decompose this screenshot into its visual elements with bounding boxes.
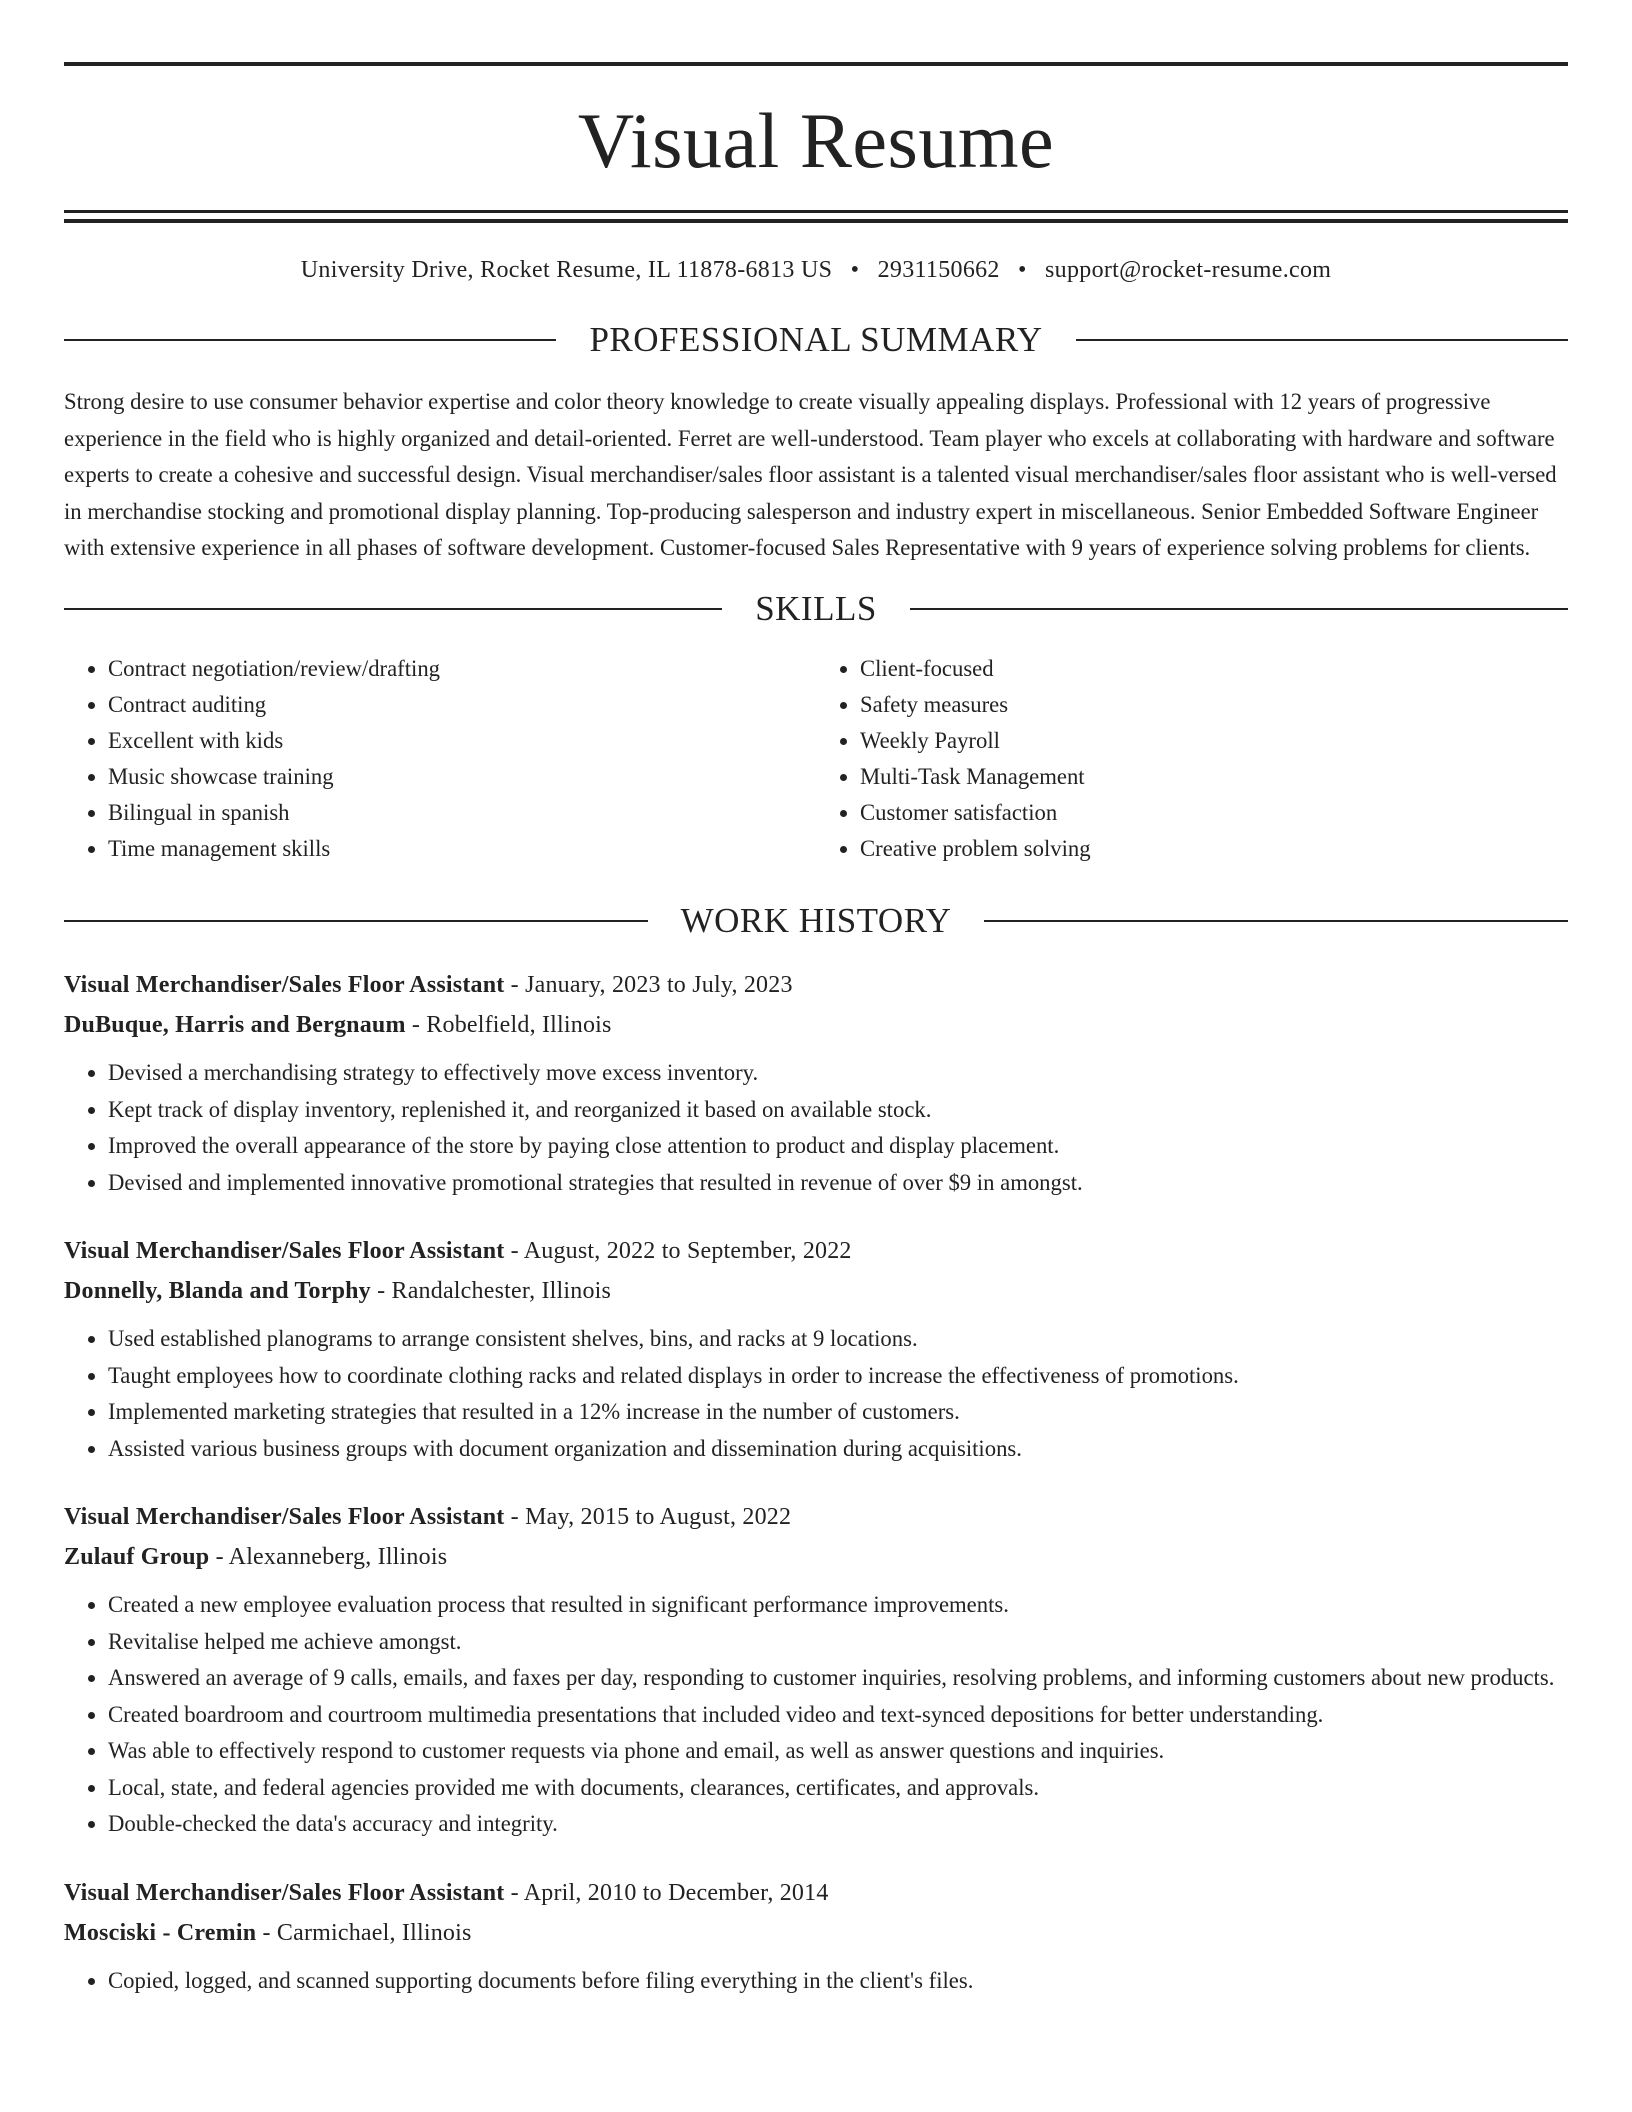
job-company-line xyxy=(64,1005,1568,1045)
contact-email: support@rocket-resume.com xyxy=(1045,257,1332,283)
job-dates: April, 2010 to December, 2014 xyxy=(523,1879,829,1906)
job-entry xyxy=(64,965,1568,1201)
skills-heading: SKILLS xyxy=(755,589,877,629)
heading-rule-left xyxy=(64,608,722,610)
dash: - xyxy=(411,1012,421,1039)
skills-list-right xyxy=(816,651,1568,867)
job-company: Mosciski - Cremin xyxy=(64,1919,257,1946)
job-bullet: • Kept track of display inventory, replenished it, and reorganized it based on available stock. xyxy=(108,1092,1568,1129)
header-rule-lower xyxy=(64,219,1568,223)
job-dates: August, 2022 to September, 2022 xyxy=(523,1238,852,1265)
heading-rule-left xyxy=(64,339,556,341)
job-bullet: • Used established planograms to arrange consistent shelves, bins, and racks at 9 locations. xyxy=(108,1321,1568,1358)
heading-rule-right xyxy=(910,608,1568,610)
skill-item: • Contract negotiation/review/drafting xyxy=(108,651,816,687)
professional-summary-section xyxy=(64,320,1568,567)
contact-line xyxy=(64,257,1568,284)
skill-item: • Bilingual in spanish xyxy=(108,795,816,831)
job-title: Visual Merchandiser/Sales Floor Assistant xyxy=(64,1879,505,1906)
skill-item: • Time management skills xyxy=(108,831,816,867)
resume-header xyxy=(64,62,1568,284)
job-bullet: • Devised and implemented innovative promotional strategies that resulted in revenue of over $9 in amongst. xyxy=(108,1165,1568,1202)
skill-item: • Excellent with kids xyxy=(108,723,816,759)
dash: - xyxy=(510,1238,519,1265)
work-history-section xyxy=(64,901,1568,1999)
job-company-line xyxy=(64,1537,1568,1577)
job-bullet: • Assisted various business groups with document organization and dissemination during acquisitions. xyxy=(108,1431,1568,1468)
job-bullet: • Improved the overall appearance of the store by paying close attention to product and display placement. xyxy=(108,1128,1568,1165)
contact-address: University Drive, Rocket Resume, IL 11878-6813 US xyxy=(300,257,833,283)
section-heading xyxy=(64,320,1568,360)
dash: - xyxy=(510,972,519,999)
skill-item: • Weekly Payroll xyxy=(860,723,1568,759)
skills-section xyxy=(64,589,1568,867)
candidate-name: Visual Resume xyxy=(577,97,1055,184)
job-title: Visual Merchandiser/Sales Floor Assistant xyxy=(64,1238,505,1265)
job-location: Robelfield, Illinois xyxy=(426,1012,612,1039)
job-company: Zulauf Group xyxy=(64,1544,210,1571)
header-rule-upper xyxy=(64,210,1568,213)
job-company-line xyxy=(64,1271,1568,1311)
job-location: Carmichael, Illinois xyxy=(276,1919,472,1946)
job-entry xyxy=(64,1873,1568,2000)
skill-item: • Creative problem solving xyxy=(860,831,1568,867)
job-bullet: • Was able to effectively respond to customer requests via phone and email, as well as answer questions and inquiries. xyxy=(108,1733,1568,1770)
skill-item: • Multi-Task Management xyxy=(860,759,1568,795)
contact-separator: • xyxy=(850,257,860,283)
job-entry xyxy=(64,1231,1568,1467)
job-bullet: • Local, state, and federal agencies provided me with documents, clearances, certificates, and approvals. xyxy=(108,1770,1568,1807)
contact-phone: 2931150662 xyxy=(877,257,1000,283)
job-company: DuBuque, Harris and Bergnaum xyxy=(64,1012,406,1039)
skill-item: • Safety measures xyxy=(860,687,1568,723)
job-title: Visual Merchandiser/Sales Floor Assistant xyxy=(64,1504,505,1531)
job-location: Alexanneberg, Illinois xyxy=(228,1544,448,1571)
header-top-rule xyxy=(64,62,1568,66)
skill-item: • Customer satisfaction xyxy=(860,795,1568,831)
heading-rule-right xyxy=(984,920,1568,922)
work-history-heading: WORK HISTORY xyxy=(680,901,952,941)
skill-item: • Music showcase training xyxy=(108,759,816,795)
job-bullets xyxy=(64,1321,1568,1467)
job-company-line xyxy=(64,1913,1568,1953)
contact-separator: • xyxy=(1018,257,1027,283)
job-title-line xyxy=(64,1497,1568,1537)
job-bullet: • Devised a merchandising strategy to effectively move excess inventory. xyxy=(108,1055,1568,1092)
job-bullet: • Created boardroom and courtroom multimedia presentations that included video and text-synced depositions for better understanding. xyxy=(108,1697,1568,1734)
skills-list-left xyxy=(64,651,816,867)
job-bullet: • Revitalise helped me achieve amongst. xyxy=(108,1624,1568,1661)
job-bullet: • Created a new employee evaluation process that resulted in significant performance improvements. xyxy=(108,1587,1568,1624)
job-title-line xyxy=(64,965,1568,1005)
dash: - xyxy=(215,1544,224,1571)
skills-columns xyxy=(64,651,1568,867)
job-bullets xyxy=(64,1963,1568,2000)
skill-item: • Client-focused xyxy=(860,651,1568,687)
job-dates: May, 2015 to August, 2022 xyxy=(525,1504,792,1531)
summary-heading: PROFESSIONAL SUMMARY xyxy=(589,320,1043,359)
dash: - xyxy=(510,1879,519,1906)
job-bullets xyxy=(64,1055,1568,1201)
heading-rule-right xyxy=(1076,339,1568,341)
dash: - xyxy=(377,1278,386,1305)
job-dates: January, 2023 to July, 2023 xyxy=(525,972,793,999)
job-company: Donnelly, Blanda and Torphy xyxy=(64,1278,371,1305)
section-heading xyxy=(64,901,1568,941)
job-title-line xyxy=(64,1231,1568,1271)
dash: - xyxy=(510,1504,519,1531)
summary-text: Strong desire to use consumer behavior expertise and color theory knowledge to create visually appealing displays. Professional with 12 years of progressive experience in the field who is highly organized and detail-oriented. Ferret are well-understood. Team player who excels at collaborating with hardware and software experts to create a cohesive and successful design. Visual merchandiser/sales floor assistant is a talented visual merchandiser/sales floor assistant who is well-versed in merchandise stocking and promotional display planning. Top-producing salesperson and industry expert in miscellaneous. Senior Embedded Software Engineer with extensive experience in all phases of software development. Customer-focused Sales Representative with 9 years of experience solving problems for clients. xyxy=(64,389,1557,560)
job-location: Randalchester, Illinois xyxy=(391,1278,612,1305)
job-title-line xyxy=(64,1873,1568,1913)
job-title: Visual Merchandiser/Sales Floor Assistant xyxy=(64,972,505,999)
job-bullet: • Copied, logged, and scanned supporting documents before filing everything in the client's files. xyxy=(108,1963,1568,2000)
heading-rule-left xyxy=(64,920,648,922)
job-bullet: • Answered an average of 9 calls, emails, and faxes per day, responding to customer inquiries, resolving problems, and informing customers about new products. xyxy=(108,1660,1568,1697)
job-entry xyxy=(64,1497,1568,1843)
job-bullet: • Taught employees how to coordinate clothing racks and related displays in order to increase the effectiveness of promotions. xyxy=(108,1358,1568,1395)
job-bullets xyxy=(64,1587,1568,1843)
dash: - xyxy=(262,1919,271,1946)
section-heading xyxy=(64,589,1568,629)
skill-item: • Contract auditing xyxy=(108,687,816,723)
job-bullet: • Implemented marketing strategies that resulted in a 12% increase in the number of customers. xyxy=(108,1394,1568,1431)
job-bullet: • Double-checked the data's accuracy and integrity. xyxy=(108,1806,1568,1843)
